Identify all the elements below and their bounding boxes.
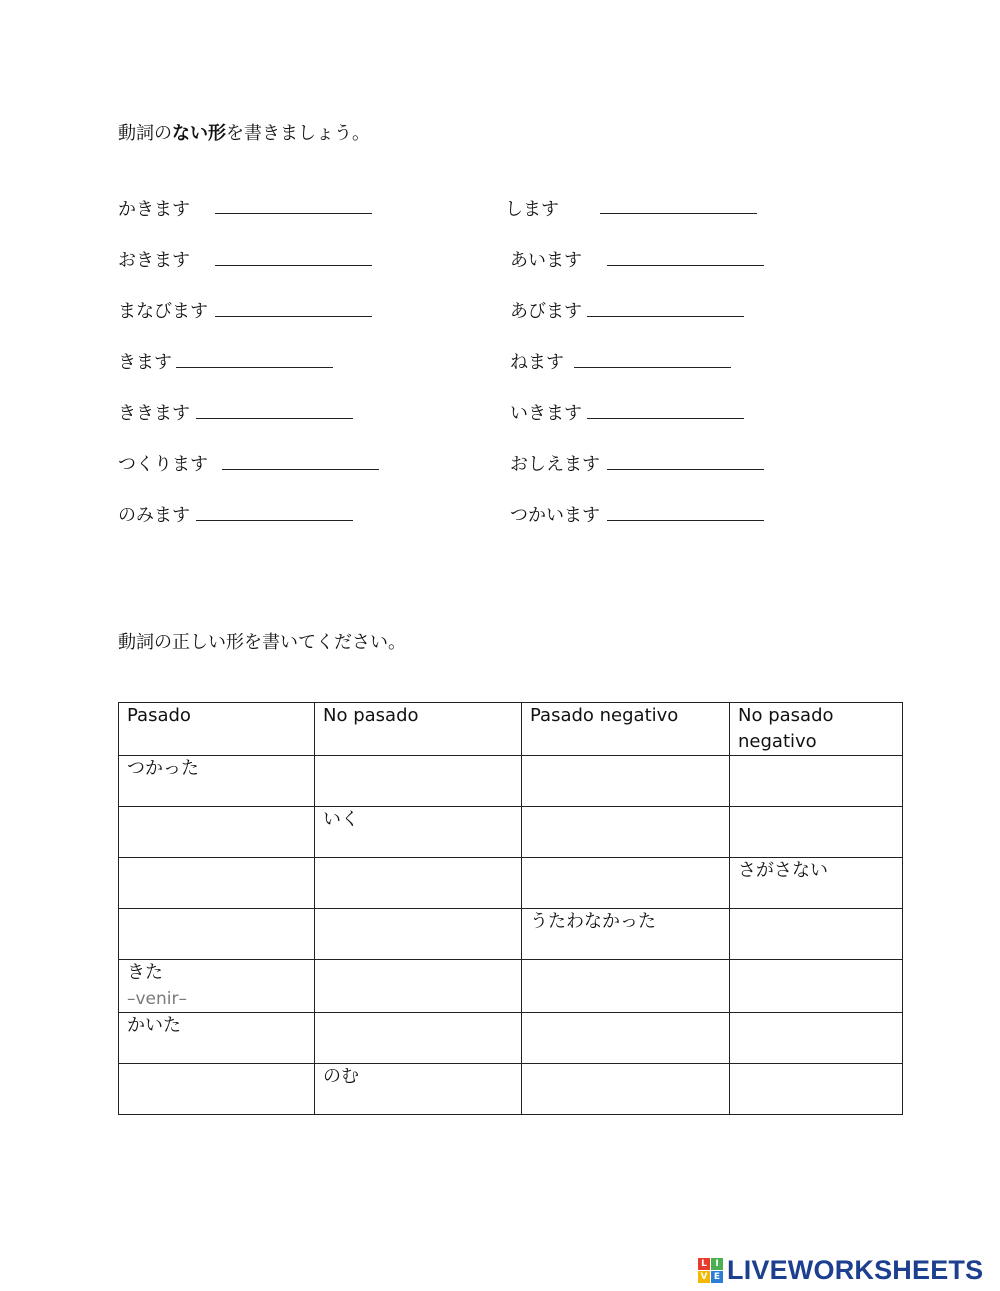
answer-blank[interactable]: [215, 316, 372, 317]
answer-blank[interactable]: [607, 520, 764, 521]
answer-cell[interactable]: [522, 807, 730, 858]
table-cell: さがさない: [730, 858, 903, 909]
answer-cell[interactable]: [119, 807, 315, 858]
verb-item: つくります: [118, 454, 208, 475]
answer-blank[interactable]: [215, 265, 372, 266]
answer-blank[interactable]: [196, 418, 353, 419]
verb-item: かきます: [118, 199, 190, 220]
answer-cell[interactable]: [119, 1064, 315, 1115]
table-cell: のむ: [315, 1064, 522, 1115]
instruction-bold: ない形: [172, 123, 226, 144]
answer-cell[interactable]: [730, 960, 903, 1013]
answer-cell[interactable]: [730, 1013, 903, 1064]
answer-blank[interactable]: [222, 469, 379, 470]
verb-item: あいます: [510, 250, 582, 271]
answer-cell[interactable]: [315, 1013, 522, 1064]
answer-blank[interactable]: [600, 213, 757, 214]
answer-blank[interactable]: [587, 418, 744, 419]
verb-item: のみます: [118, 505, 190, 526]
table-cell: うたわなかった: [522, 909, 730, 960]
logo-mark-icon: L I V E: [698, 1258, 723, 1283]
header-pasado: Pasado: [119, 703, 315, 756]
table-cell: かいた: [119, 1013, 315, 1064]
answer-cell[interactable]: [730, 807, 903, 858]
verb-item: ききます: [118, 403, 190, 424]
answer-cell[interactable]: [730, 909, 903, 960]
table-cell: きた –venir–: [119, 960, 315, 1013]
instruction-correct-form: 動詞の正しい形を書いてください。: [118, 632, 406, 653]
answer-cell[interactable]: [522, 960, 730, 1013]
table-row: [119, 756, 903, 807]
answer-blank[interactable]: [607, 265, 764, 266]
table-row: [119, 909, 903, 960]
conjugation-table: [118, 702, 903, 1115]
answer-cell[interactable]: [315, 756, 522, 807]
header-pasado-negativo: Pasado negativo: [522, 703, 730, 756]
answer-blank[interactable]: [587, 316, 744, 317]
verb-item: あびます: [510, 301, 582, 322]
table-row: [119, 1064, 903, 1115]
answer-cell[interactable]: [730, 756, 903, 807]
answer-blank[interactable]: [607, 469, 764, 470]
answer-cell[interactable]: [730, 1064, 903, 1115]
header-no-pasado: No pasado: [315, 703, 522, 756]
answer-cell[interactable]: [522, 858, 730, 909]
table-cell: いく: [315, 807, 522, 858]
verb-item: ねます: [510, 352, 564, 373]
answer-cell[interactable]: [522, 1013, 730, 1064]
table-row: [119, 1013, 903, 1064]
verb-item: します: [505, 199, 559, 220]
verb-item: つかいます: [510, 505, 600, 526]
answer-cell[interactable]: [315, 960, 522, 1013]
verb-item: おしえます: [510, 454, 600, 475]
verb-item: いきます: [510, 403, 582, 424]
table-row: [119, 960, 903, 1013]
answer-blank[interactable]: [215, 213, 372, 214]
verb-item: きます: [118, 352, 172, 373]
instruction-na-form: 動詞のない形を書きましょう。: [118, 123, 370, 144]
answer-cell[interactable]: [522, 756, 730, 807]
answer-cell[interactable]: [119, 909, 315, 960]
answer-cell[interactable]: [315, 909, 522, 960]
answer-cell[interactable]: [522, 1064, 730, 1115]
verb-item: まなびます: [118, 301, 208, 322]
answer-blank[interactable]: [176, 367, 333, 368]
table-row: [119, 807, 903, 858]
hint-text: –venir–: [127, 989, 188, 1009]
logo-text: LIVEWORKSHEETS: [727, 1254, 984, 1285]
liveworksheets-logo: [698, 1254, 984, 1285]
verb-item: おきます: [118, 250, 190, 271]
table-header-row: [119, 703, 903, 756]
answer-blank[interactable]: [574, 367, 731, 368]
table-row: [119, 858, 903, 909]
header-no-pasado-negativo: No pasado negativo: [730, 703, 903, 756]
answer-blank[interactable]: [196, 520, 353, 521]
table-cell: つかった: [119, 756, 315, 807]
answer-cell[interactable]: [315, 858, 522, 909]
answer-cell[interactable]: [119, 858, 315, 909]
